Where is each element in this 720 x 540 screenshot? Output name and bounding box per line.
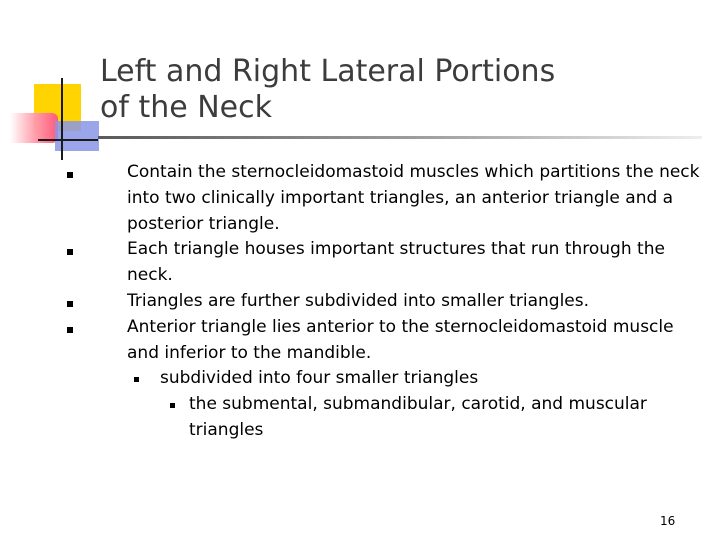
title-line-2: of the Neck	[100, 90, 272, 125]
sub-sub-bullet-text: the submental, submandibular, carotid, and muscular triangles	[189, 394, 647, 440]
logo-horizontal-line	[38, 139, 98, 141]
bullet-text: Contain the sternocleidomastoid muscles which partitions the neck into two clinically important triangles, an anterior triangle and a posterior triangle.	[127, 162, 700, 234]
bullet-square-icon	[67, 172, 73, 178]
bullet-item	[66, 289, 706, 315]
bullet-text: Triangles are further subdivided into smaller triangles.	[127, 290, 590, 311]
bullet-item	[66, 237, 706, 289]
bullet-square-icon	[170, 403, 175, 408]
bullet-text: Anterior triangle lies anterior to the sternocleidomastoid muscle and inferior to the mandible.	[127, 316, 674, 363]
page-number: 16	[660, 514, 676, 528]
bullet-square-icon	[67, 301, 73, 307]
sub-bullet-text: subdivided into four smaller triangles	[160, 368, 479, 389]
slide-title	[100, 54, 700, 126]
title-line-1: Left and Right Lateral Portions	[100, 54, 556, 89]
logo-vertical-line	[61, 78, 63, 160]
bullet-square-icon	[134, 377, 139, 382]
bullet-item	[66, 315, 706, 367]
sub-sub-bullet-item	[66, 392, 706, 444]
bullet-list	[66, 160, 706, 444]
bullet-text: Each triangle houses important structures that run through the neck.	[127, 239, 665, 286]
bullet-square-icon	[67, 249, 73, 255]
sub-bullet-item	[66, 366, 706, 392]
title-underline	[98, 136, 702, 139]
bullet-square-icon	[67, 327, 73, 333]
bullet-item	[66, 160, 706, 237]
